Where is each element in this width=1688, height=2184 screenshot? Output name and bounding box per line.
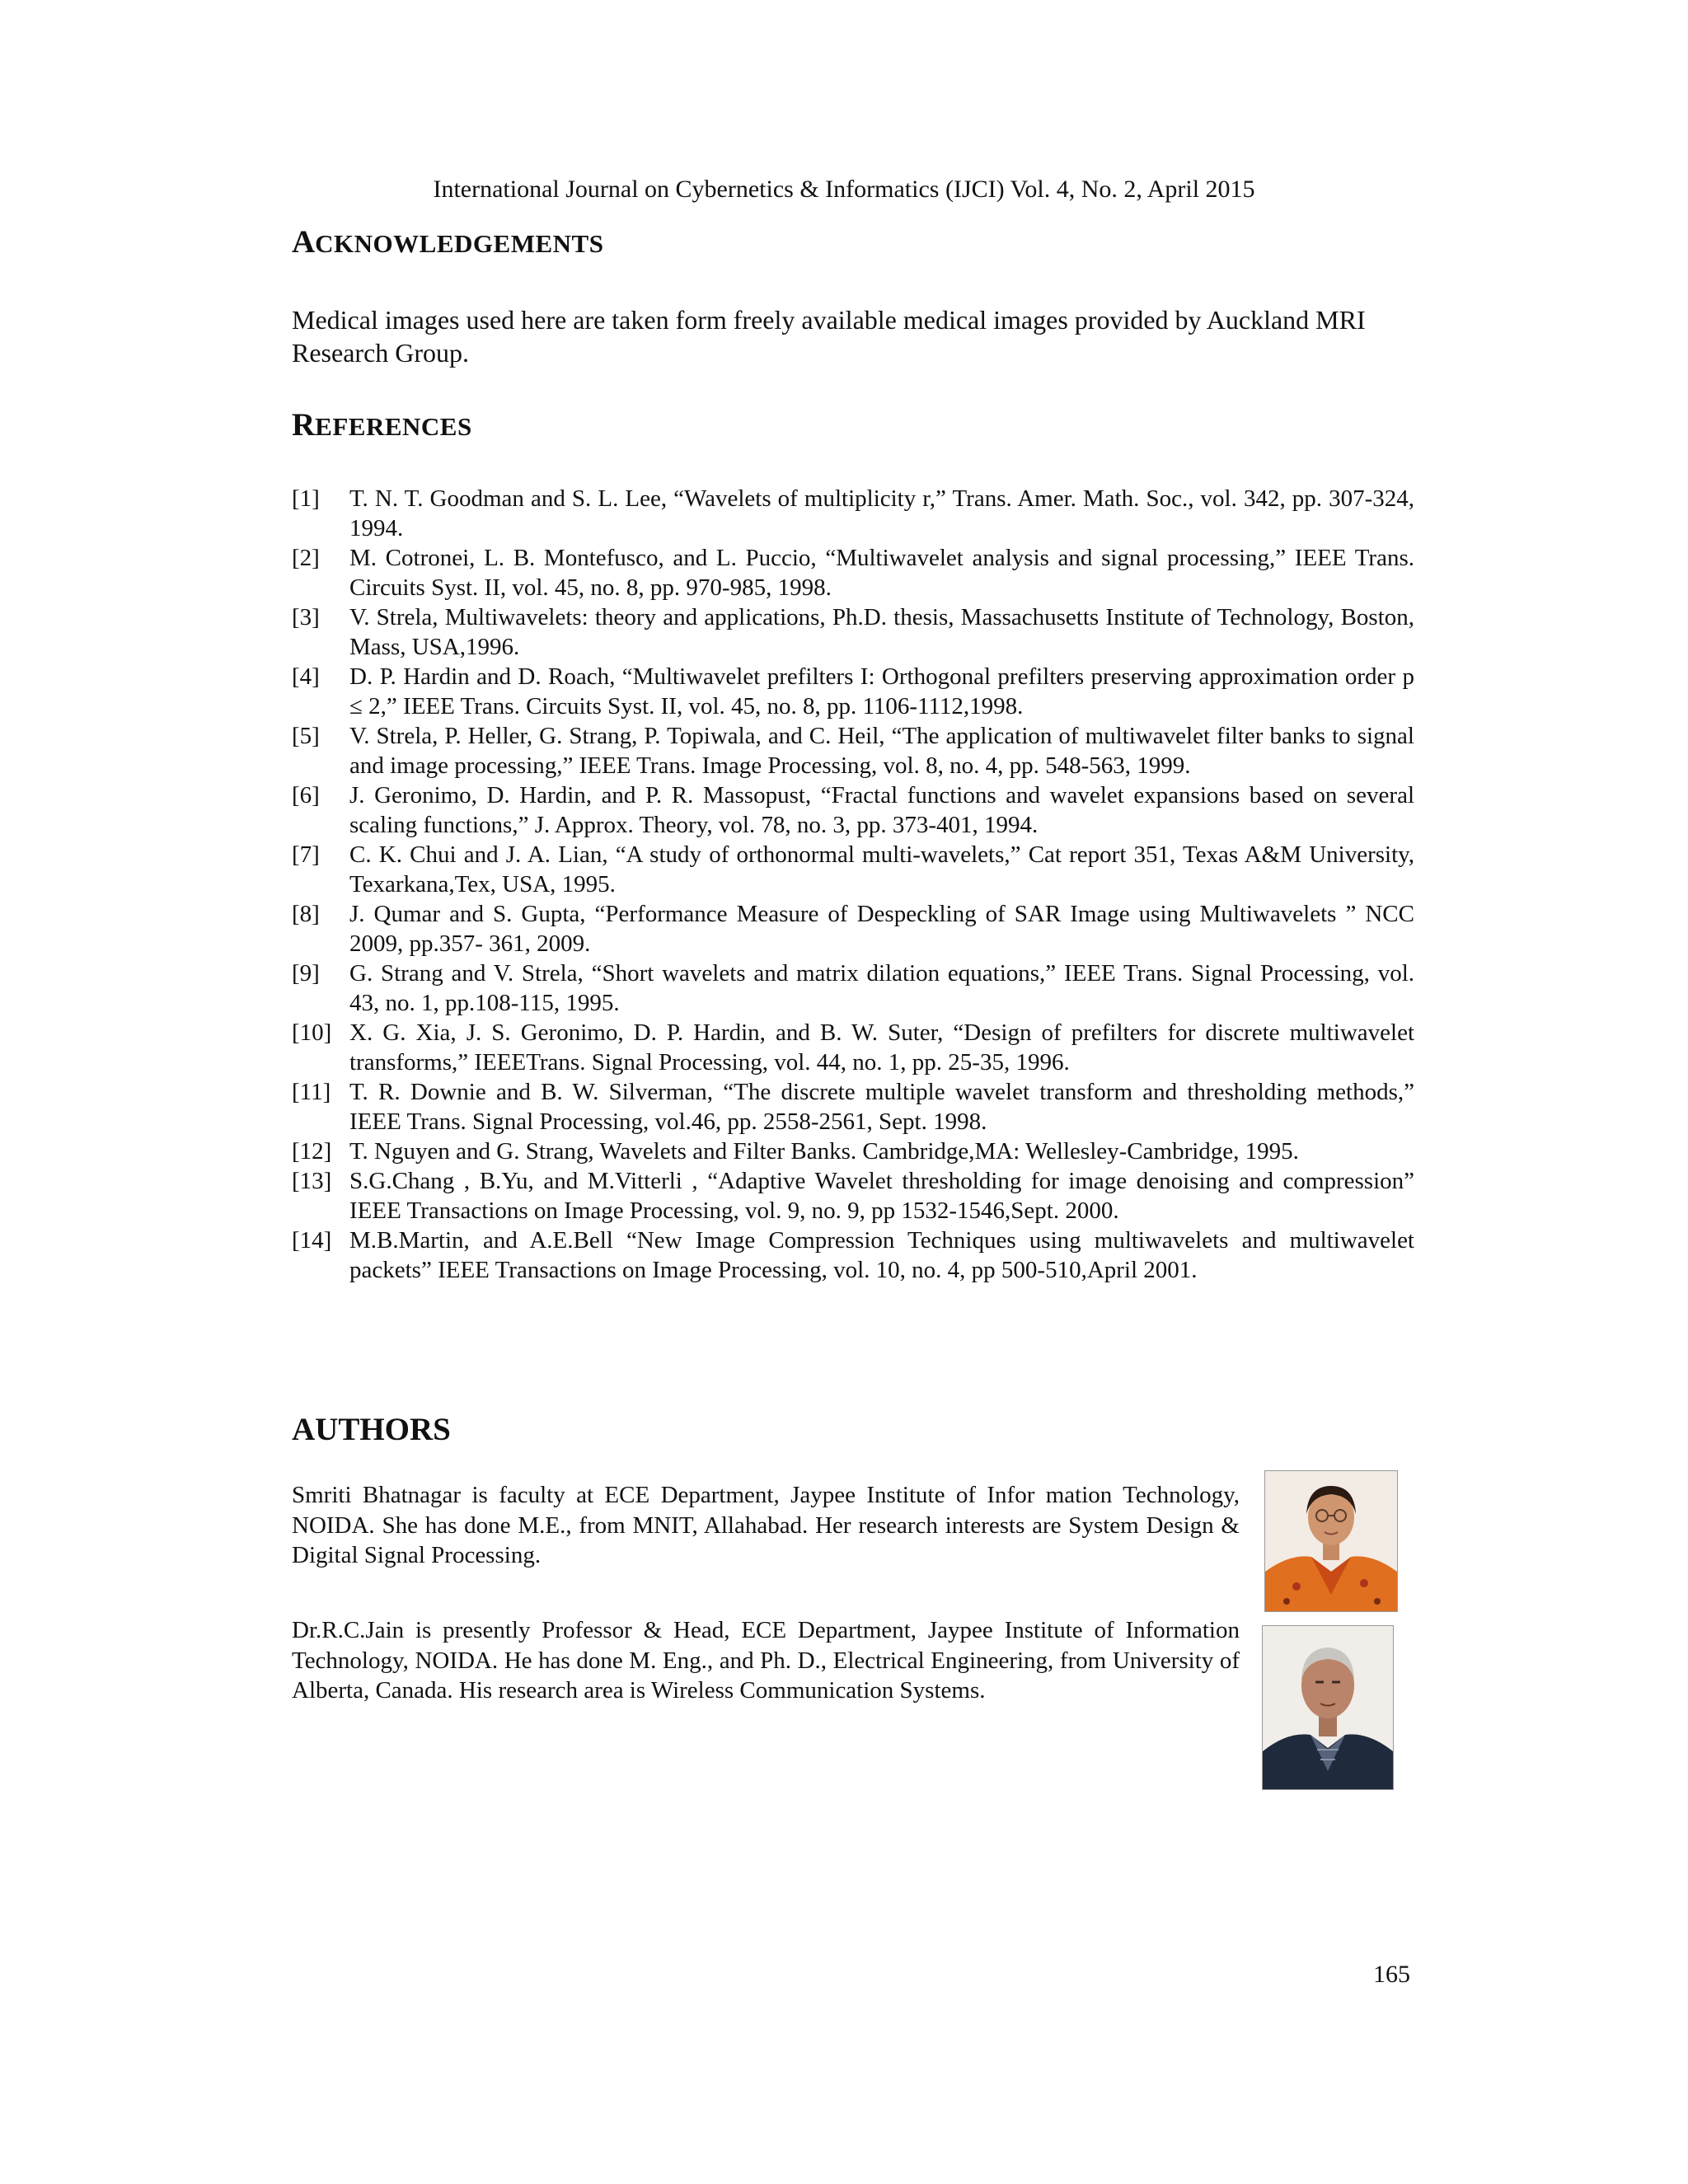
reference-text: T. Nguyen and G. Strang, Wavelets and Filter Banks. Cambridge,MA: Wellesley-Cambridge, 1995.	[349, 1138, 1299, 1165]
reference-item	[292, 899, 1414, 958]
reference-item	[292, 1226, 1414, 1285]
heading-rest: EFERENCES	[315, 412, 472, 441]
reference-number: [12]	[292, 1138, 332, 1165]
reference-text: M. Cotronei, L. B. Montefusco, and L. Puccio, “Multiwavelet analysis and signal processing,” IEEE Trans. Circuits Syst. II, vol. 45, no. 8, pp. 970-985, 1998.	[349, 545, 1414, 601]
reference-text: T. R. Downie and B. W. Silverman, “The discrete multiple wavelet transform and thresholding methods,” IEEE Trans. Signal Processing, vol.46, pp. 2558-2561, Sept. 1998.	[349, 1079, 1414, 1135]
reference-text: J. Geronimo, D. Hardin, and P. R. Massopust, “Fractal functions and wavelet expansions based on several scaling functions,” J. Approx. Theory, vol. 78, no. 3, pp. 373-401, 1994.	[349, 782, 1414, 838]
author-photo	[1264, 1470, 1398, 1612]
reference-item	[292, 543, 1414, 602]
reference-text: J. Qumar and S. Gupta, “Performance Measure of Despeckling of SAR Image using Multiwavelets ” NCC 2009, pp.357- 361, 2009.	[349, 901, 1414, 957]
page-number: 165	[1373, 1961, 1410, 1988]
acknowledgements-text: Medical images used here are taken form freely available medical images provided by Auckland MRI Research Group.	[292, 305, 1366, 368]
reference-item	[292, 958, 1414, 1018]
reference-number: [13]	[292, 1168, 332, 1194]
heading-initial: R	[292, 407, 316, 443]
reference-number: [2]	[292, 545, 320, 571]
authors-heading: AUTHORS	[292, 1412, 451, 1447]
reference-text: T. N. T. Goodman and S. L. Lee, “Wavelets of multiplicity r,” Trans. Amer. Math. Soc., vol. 342, pp. 307-324, 1994.	[349, 485, 1414, 541]
reference-number: [11]	[292, 1079, 331, 1105]
reference-text: M.B.Martin, and A.E.Bell “New Image Compression Techniques using multiwavelets and multiwavelet packets” IEEE Transactions on Image Processing, vol. 10, no. 4, pp 500-510,April 2001.	[349, 1227, 1414, 1283]
reference-number: [10]	[292, 1019, 332, 1046]
author-photo	[1262, 1625, 1394, 1790]
running-header: International Journal on Cybernetics & Informatics (IJCI) Vol. 4, No. 2, April 2015	[433, 176, 1255, 203]
reference-list	[292, 484, 1414, 1285]
author-portrait-icon	[1263, 1626, 1393, 1789]
reference-number: [7]	[292, 841, 320, 868]
reference-item	[292, 1137, 1414, 1166]
author-bio: Smriti Bhatnagar is faculty at ECE Department, Jaypee Institute of Infor mation Technology, NOIDA. She has done M.E., from MNIT, Allahabad. Her research interests are System Design & Digital Signal Processing.	[292, 1482, 1240, 1568]
reference-number: [9]	[292, 960, 320, 987]
reference-item	[292, 1166, 1414, 1226]
reference-text: V. Strela, P. Heller, G. Strang, P. Topiwala, and C. Heil, “The application of multiwavelet filter banks to signal and image processing,” IEEE Trans. Image Processing, vol. 8, no. 4, pp. 548-563, 1999.	[349, 723, 1414, 779]
reference-item	[292, 721, 1414, 780]
reference-item	[292, 484, 1414, 543]
reference-item	[292, 780, 1414, 840]
reference-number: [8]	[292, 901, 320, 927]
reference-text: V. Strela, Multiwavelets: theory and applications, Ph.D. thesis, Massachusetts Institute of Technology, Boston, Mass, USA,1996.	[349, 604, 1414, 660]
author-portrait-icon	[1265, 1471, 1397, 1611]
reference-item	[292, 1018, 1414, 1077]
heading-rest: CKNOWLEDGEMENTS	[315, 229, 604, 258]
reference-item	[292, 602, 1414, 662]
reference-item	[292, 662, 1414, 721]
reference-text: D. P. Hardin and D. Roach, “Multiwavelet prefilters I: Orthogonal prefilters preserving approximation order p ≤ 2,” IEEE Trans. Circuits Syst. II, vol. 45, no. 8, pp. 1106-1112,1998.	[349, 663, 1414, 719]
reference-text: X. G. Xia, J. S. Geronimo, D. P. Hardin, and B. W. Suter, “Design of prefilters for discrete multiwavelet transforms,” IEEETrans. Signal Processing, vol. 44, no. 1, pp. 25-35, 1996.	[349, 1019, 1414, 1076]
reference-number: [5]	[292, 723, 320, 749]
references-heading	[292, 407, 472, 445]
heading-initial: A	[292, 224, 316, 260]
reference-text: G. Strang and V. Strela, “Short wavelets and matrix dilation equations,” IEEE Trans. Signal Processing, vol. 43, no. 1, pp.108-115, 1995.	[349, 960, 1414, 1016]
reference-number: [4]	[292, 663, 320, 690]
reference-number: [1]	[292, 485, 320, 512]
reference-number: [6]	[292, 782, 320, 808]
acknowledgements-heading	[292, 224, 603, 262]
reference-text: C. K. Chui and J. A. Lian, “A study of orthonormal multi-wavelets,” Cat report 351, Texas A&M University, Texarkana,Tex, USA, 1995.	[349, 841, 1414, 898]
reference-text: S.G.Chang , B.Yu, and M.Vitterli , “Adaptive Wavelet thresholding for image denoising and compression” IEEE Transactions on Image Processing, vol. 9, no. 9, pp 1532-1546,Sept. 2000.	[349, 1168, 1414, 1224]
reference-number: [14]	[292, 1227, 332, 1254]
reference-number: [3]	[292, 604, 320, 630]
reference-item	[292, 1077, 1414, 1137]
reference-item	[292, 840, 1414, 899]
author-bio: Dr.R.C.Jain is presently Professor & Head, ECE Department, Jaypee Institute of Information Technology, NOIDA. He has done M. Eng., and Ph. D., Electrical Engineering, from University of Alberta, Canada. His research area is Wireless Communication Systems.	[292, 1617, 1240, 1704]
